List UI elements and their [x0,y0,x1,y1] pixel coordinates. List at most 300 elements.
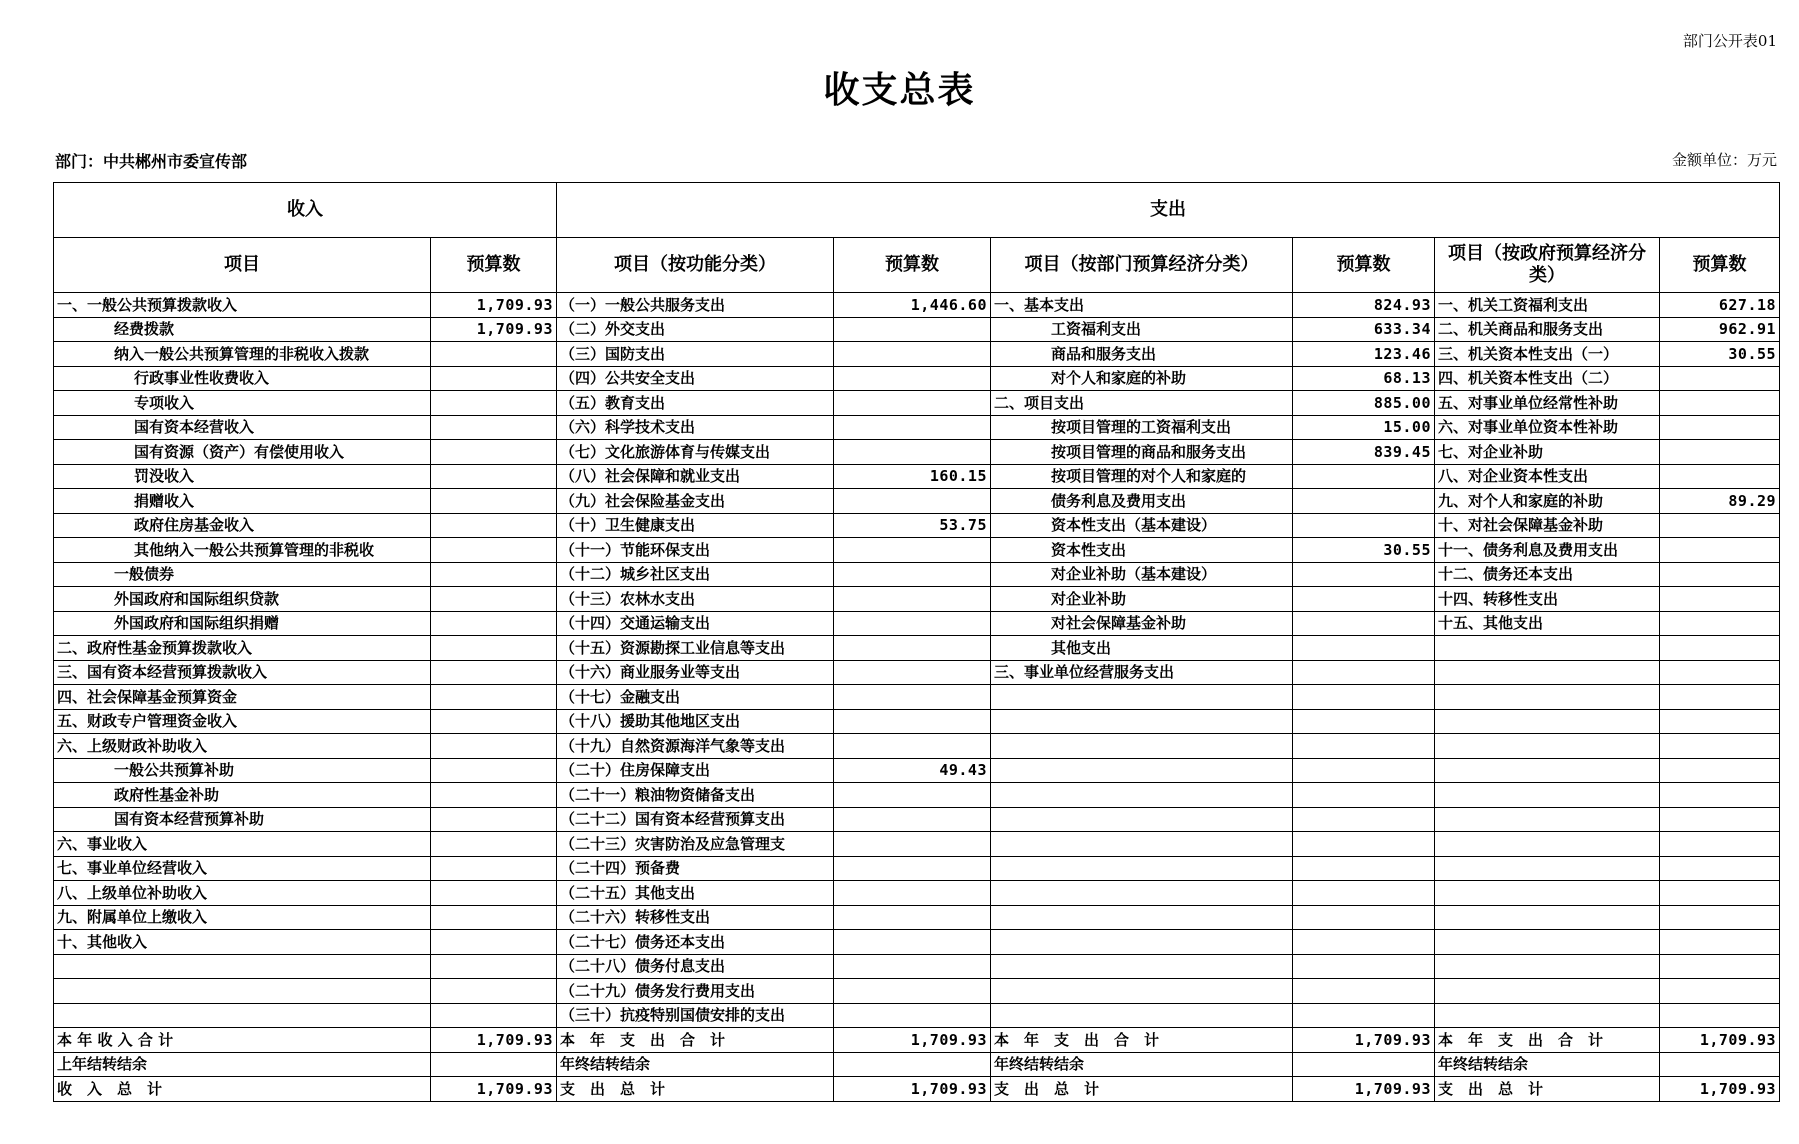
item-cell [1435,954,1660,979]
amount-cell [431,660,557,685]
amount-cell [431,685,557,710]
amount-cell [1293,660,1435,685]
item-cell: 年终结转结余 [991,1052,1293,1077]
amount-cell [1293,489,1435,514]
amount-cell [431,415,557,440]
table-row [54,856,1780,881]
item-cell [1435,1003,1660,1028]
item-cell: （三十）抗疫特别国债安排的支出 [557,1003,834,1028]
item-cell [991,905,1293,930]
amount-cell [431,611,557,636]
item-cell: 二、项目支出 [991,391,1293,416]
amount-cell [1660,538,1780,563]
table-row [54,1003,1780,1028]
item-cell: （九）社会保险基金支出 [557,489,834,514]
item-cell: 三、事业单位经营服务支出 [991,660,1293,685]
table-row [54,881,1780,906]
item-cell: 四、机关资本性支出（二） [1435,366,1660,391]
item-cell: 一、基本支出 [991,293,1293,318]
item-cell: （十九）自然资源海洋气象等支出 [557,734,834,759]
amount-cell [431,783,557,808]
table-row [54,538,1780,563]
item-cell: 十五、其他支出 [1435,611,1660,636]
item-cell: （三）国防支出 [557,342,834,367]
item-cell: （二十四）预备费 [557,856,834,881]
amount-cell [1293,562,1435,587]
item-cell: 一般公共预算补助 [54,758,431,783]
amount-cell [834,391,991,416]
amount-cell [834,489,991,514]
item-cell [1435,685,1660,710]
amount-cell [1293,1052,1435,1077]
amount-cell [431,489,557,514]
amount-cell: 89.29 [1660,489,1780,514]
item-cell: 其他纳入一般公共预算管理的非税收 [54,538,431,563]
amount-cell: 1,709.93 [1293,1028,1435,1053]
amount-cell: 1,709.93 [431,1028,557,1053]
table-row [54,954,1780,979]
item-cell: 外国政府和国际组织贷款 [54,587,431,612]
table-row [54,685,1780,710]
amount-cell: 627.18 [1660,293,1780,318]
item-cell [991,807,1293,832]
item-cell: 经费拨款 [54,317,431,342]
item-cell: （十五）资源勘探工业信息等支出 [557,636,834,661]
item-cell: （一）一般公共服务支出 [557,293,834,318]
amount-cell [1293,930,1435,955]
amount-cell [431,930,557,955]
amount-cell [834,807,991,832]
table-row [54,415,1780,440]
amount-cell [1660,611,1780,636]
table-row [54,1077,1780,1102]
table-row [54,611,1780,636]
amount-cell [1660,1052,1780,1077]
item-cell: 六、上级财政补助收入 [54,734,431,759]
item-cell [991,685,1293,710]
amount-cell [1293,807,1435,832]
column-header: 项目（按功能分类） [557,238,834,293]
amount-cell [431,562,557,587]
item-cell: 外国政府和国际组织捐赠 [54,611,431,636]
amount-cell [1293,464,1435,489]
item-cell: 五、对事业单位经常性补助 [1435,391,1660,416]
amount-cell [834,709,991,734]
item-cell: （二十一）粮油物资储备支出 [557,783,834,808]
amount-cell [1660,415,1780,440]
item-cell: 十、对社会保障基金补助 [1435,513,1660,538]
column-header: 项目 [54,238,431,293]
amount-cell [431,709,557,734]
item-cell: （十三）农林水支出 [557,587,834,612]
table-row [54,1052,1780,1077]
amount-cell [834,856,991,881]
item-cell: 按项目管理的对个人和家庭的 [991,464,1293,489]
column-header: 预算数 [431,238,557,293]
amount-cell: 885.00 [1293,391,1435,416]
amount-cell [834,979,991,1004]
item-cell [1435,856,1660,881]
item-cell [54,954,431,979]
item-cell: 行政事业性收费收入 [54,366,431,391]
item-cell: （二十三）灾害防治及应急管理支 [557,832,834,857]
amount-cell [1293,979,1435,1004]
item-cell: 支 出 总 计 [1435,1077,1660,1102]
amount-cell [1293,636,1435,661]
amount-cell [834,930,991,955]
item-cell: 商品和服务支出 [991,342,1293,367]
item-cell [1435,832,1660,857]
item-cell: （二十八）债务付息支出 [557,954,834,979]
item-cell [991,709,1293,734]
item-cell: （十）卫生健康支出 [557,513,834,538]
item-cell: 工资福利支出 [991,317,1293,342]
table-row [54,440,1780,465]
amount-cell [431,979,557,1004]
amount-cell [431,391,557,416]
item-cell: （十六）商业服务业等支出 [557,660,834,685]
amount-cell: 1,709.93 [1293,1077,1435,1102]
item-cell: 按项目管理的商品和服务支出 [991,440,1293,465]
amount-cell [1660,391,1780,416]
item-cell: 对个人和家庭的补助 [991,366,1293,391]
amount-cell [834,783,991,808]
table-row [54,979,1780,1004]
table-row [54,562,1780,587]
amount-cell [834,366,991,391]
amount-cell [1293,954,1435,979]
item-cell: 十、其他收入 [54,930,431,955]
amount-cell [431,342,557,367]
page-title: 收支总表 [823,70,976,111]
amount-cell [1660,660,1780,685]
amount-cell [1660,685,1780,710]
item-cell: 国有资本经营预算补助 [54,807,431,832]
item-cell: （二十七）债务还本支出 [557,930,834,955]
amount-cell [834,317,991,342]
amount-cell [431,1003,557,1028]
table-row [54,832,1780,857]
item-cell: 支 出 总 计 [991,1077,1293,1102]
item-cell [991,881,1293,906]
item-cell: 二、政府性基金预算拨款收入 [54,636,431,661]
amount-cell: 1,709.93 [1660,1028,1780,1053]
column-header: 项目（按部门预算经济分类） [991,238,1293,293]
item-cell: 一般债券 [54,562,431,587]
amount-cell [1660,513,1780,538]
amount-cell: 1,709.93 [431,1077,557,1102]
table-row [54,513,1780,538]
amount-cell [1660,856,1780,881]
item-cell: 政府性基金补助 [54,783,431,808]
amount-cell [1293,709,1435,734]
amount-cell [834,832,991,857]
item-cell: 罚没收入 [54,464,431,489]
item-cell: （十四）交通运输支出 [557,611,834,636]
item-cell: 资本性支出（基本建设） [991,513,1293,538]
item-cell: （十二）城乡社区支出 [557,562,834,587]
table-row [54,636,1780,661]
amount-cell [1293,832,1435,857]
item-cell: 三、国有资本经营预算拨款收入 [54,660,431,685]
column-header: 预算数 [1660,238,1780,293]
item-cell: 国有资本经营收入 [54,415,431,440]
amount-cell: 15.00 [1293,415,1435,440]
amount-cell [834,611,991,636]
item-cell: 本 年 支 出 合 计 [1435,1028,1660,1053]
item-cell [1435,709,1660,734]
amount-cell [1660,366,1780,391]
amount-cell [1660,758,1780,783]
item-cell [1435,758,1660,783]
amount-cell [834,1003,991,1028]
item-cell [1435,881,1660,906]
department-label: 部门：中共郴州市委宣传部 [55,152,248,171]
amount-cell [1293,734,1435,759]
amount-cell [431,881,557,906]
amount-cell [1660,905,1780,930]
amount-cell [1660,562,1780,587]
amount-cell [431,513,557,538]
item-cell: 六、事业收入 [54,832,431,857]
amount-cell [1660,709,1780,734]
item-cell [1435,930,1660,955]
item-cell: （二）外交支出 [557,317,834,342]
amount-cell: 123.46 [1293,342,1435,367]
item-cell: 对企业补助（基本建设） [991,562,1293,587]
amount-cell [834,1052,991,1077]
table-row [54,807,1780,832]
amount-cell [1660,440,1780,465]
item-cell: 二、机关商品和服务支出 [1435,317,1660,342]
item-cell: 纳入一般公共预算管理的非税收入拨款 [54,342,431,367]
item-cell: 年终结转结余 [1435,1052,1660,1077]
amount-cell [431,366,557,391]
item-cell: 按项目管理的工资福利支出 [991,415,1293,440]
item-cell: （二十二）国有资本经营预算支出 [557,807,834,832]
item-cell [991,1003,1293,1028]
amount-cell [834,538,991,563]
amount-cell [1660,979,1780,1004]
item-cell: 一、一般公共预算拨款收入 [54,293,431,318]
amount-cell [431,734,557,759]
item-cell: 支 出 总 计 [557,1077,834,1102]
item-cell: 资本性支出 [991,538,1293,563]
expense-section-header: 支出 [557,183,1780,238]
column-header: 预算数 [834,238,991,293]
amount-cell [834,342,991,367]
item-cell: （四）公共安全支出 [557,366,834,391]
item-cell [1435,807,1660,832]
amount-cell [834,562,991,587]
amount-cell [1660,807,1780,832]
amount-cell [431,832,557,857]
item-cell: 其他支出 [991,636,1293,661]
amount-cell: 1,709.93 [1660,1077,1780,1102]
amount-cell: 160.15 [834,464,991,489]
amount-cell [834,881,991,906]
amount-cell: 1,709.93 [834,1028,991,1053]
item-cell [1435,636,1660,661]
amount-cell: 30.55 [1293,538,1435,563]
table-row [54,734,1780,759]
item-cell: 本 年 支 出 合 计 [991,1028,1293,1053]
amount-cell [1293,881,1435,906]
item-cell [991,856,1293,881]
amount-cell [1293,685,1435,710]
amount-cell [834,685,991,710]
amount-cell: 49.43 [834,758,991,783]
amount-cell [1660,832,1780,857]
item-cell: 专项收入 [54,391,431,416]
item-cell: 一、机关工资福利支出 [1435,293,1660,318]
amount-cell: 824.93 [1293,293,1435,318]
item-cell [1435,783,1660,808]
table-row [54,1028,1780,1053]
amount-cell [431,440,557,465]
item-cell [1435,660,1660,685]
amount-cell: 633.34 [1293,317,1435,342]
item-cell [991,930,1293,955]
table-row [54,587,1780,612]
table-row [54,391,1780,416]
amount-cell [431,464,557,489]
item-cell: 七、对企业补助 [1435,440,1660,465]
item-cell: 政府住房基金收入 [54,513,431,538]
amount-cell [1660,464,1780,489]
item-cell [1435,905,1660,930]
amount-cell [1660,783,1780,808]
item-cell [991,954,1293,979]
item-cell: （五）教育支出 [557,391,834,416]
amount-cell [1293,1003,1435,1028]
amount-cell [431,905,557,930]
item-cell: 九、附属单位上缴收入 [54,905,431,930]
income-section-header: 收入 [54,183,557,238]
item-cell: 五、财政专户管理资金收入 [54,709,431,734]
item-cell: 十一、债务利息及费用支出 [1435,538,1660,563]
table-row [54,293,1780,318]
item-cell: （七）文化旅游体育与传媒支出 [557,440,834,465]
item-cell [991,832,1293,857]
table-row [54,489,1780,514]
amount-cell [834,660,991,685]
item-cell: （十一）节能环保支出 [557,538,834,563]
item-cell: 七、事业单位经营收入 [54,856,431,881]
amount-cell [1660,636,1780,661]
amount-cell [1293,513,1435,538]
table-row [54,709,1780,734]
item-cell: （二十）住房保障支出 [557,758,834,783]
column-header: 项目（按政府预算经济分类） [1435,238,1660,293]
amount-cell [431,1052,557,1077]
table-row [54,660,1780,685]
item-cell: （十七）金融支出 [557,685,834,710]
amount-cell [1660,930,1780,955]
amount-cell [834,954,991,979]
table-row [54,366,1780,391]
item-cell: 收 入 总 计 [54,1077,431,1102]
item-cell: 四、社会保障基金预算资金 [54,685,431,710]
amount-cell [1293,587,1435,612]
item-cell: （八）社会保障和就业支出 [557,464,834,489]
table-row [54,930,1780,955]
unit-label: 金额单位：万元 [1671,151,1777,169]
table-row [54,783,1780,808]
amount-cell [1660,954,1780,979]
item-cell [991,783,1293,808]
item-cell: 上年结转结余 [54,1052,431,1077]
table-row [54,905,1780,930]
item-cell [991,734,1293,759]
item-cell: （十八）援助其他地区支出 [557,709,834,734]
item-cell: 十二、债务还本支出 [1435,562,1660,587]
item-cell: 年终结转结余 [557,1052,834,1077]
amount-cell: 68.13 [1293,366,1435,391]
item-cell: （二十九）债务发行费用支出 [557,979,834,1004]
form-code: 部门公开表01 [1682,32,1777,50]
item-cell: 本 年 支 出 合 计 [557,1028,834,1053]
item-cell: 八、上级单位补助收入 [54,881,431,906]
amount-cell [431,954,557,979]
item-cell [1435,734,1660,759]
item-cell [1435,979,1660,1004]
amount-cell: 53.75 [834,513,991,538]
amount-cell [1660,587,1780,612]
amount-cell [834,636,991,661]
amount-cell [1293,856,1435,881]
amount-cell [1293,611,1435,636]
item-cell: （二十六）转移性支出 [557,905,834,930]
item-cell: 捐赠收入 [54,489,431,514]
item-cell: （六）科学技术支出 [557,415,834,440]
item-cell: 对企业补助 [991,587,1293,612]
item-cell [54,1003,431,1028]
amount-cell: 1,709.93 [834,1077,991,1102]
amount-cell: 1,709.93 [431,293,557,318]
amount-cell [431,758,557,783]
amount-cell [834,734,991,759]
item-cell: 本 年 收 入 合 计 [54,1028,431,1053]
amount-cell [1660,1003,1780,1028]
amount-cell: 1,446.60 [834,293,991,318]
amount-cell [1660,881,1780,906]
item-cell [991,758,1293,783]
item-cell: 对社会保障基金补助 [991,611,1293,636]
amount-cell: 839.45 [1293,440,1435,465]
amount-cell [431,807,557,832]
amount-cell [431,587,557,612]
item-cell [991,979,1293,1004]
amount-cell [1293,758,1435,783]
item-cell: （二十五）其他支出 [557,881,834,906]
amount-cell: 962.91 [1660,317,1780,342]
table-row [54,317,1780,342]
item-cell: 十四、转移性支出 [1435,587,1660,612]
amount-cell [1293,905,1435,930]
budget-summary-table [53,182,1780,1102]
item-cell: 三、机关资本性支出（一） [1435,342,1660,367]
amount-cell [1660,734,1780,759]
amount-cell [834,905,991,930]
amount-cell [834,440,991,465]
item-cell: 六、对事业单位资本性补助 [1435,415,1660,440]
amount-cell: 30.55 [1660,342,1780,367]
amount-cell [834,587,991,612]
table-row [54,342,1780,367]
item-cell: 九、对个人和家庭的补助 [1435,489,1660,514]
amount-cell [431,856,557,881]
